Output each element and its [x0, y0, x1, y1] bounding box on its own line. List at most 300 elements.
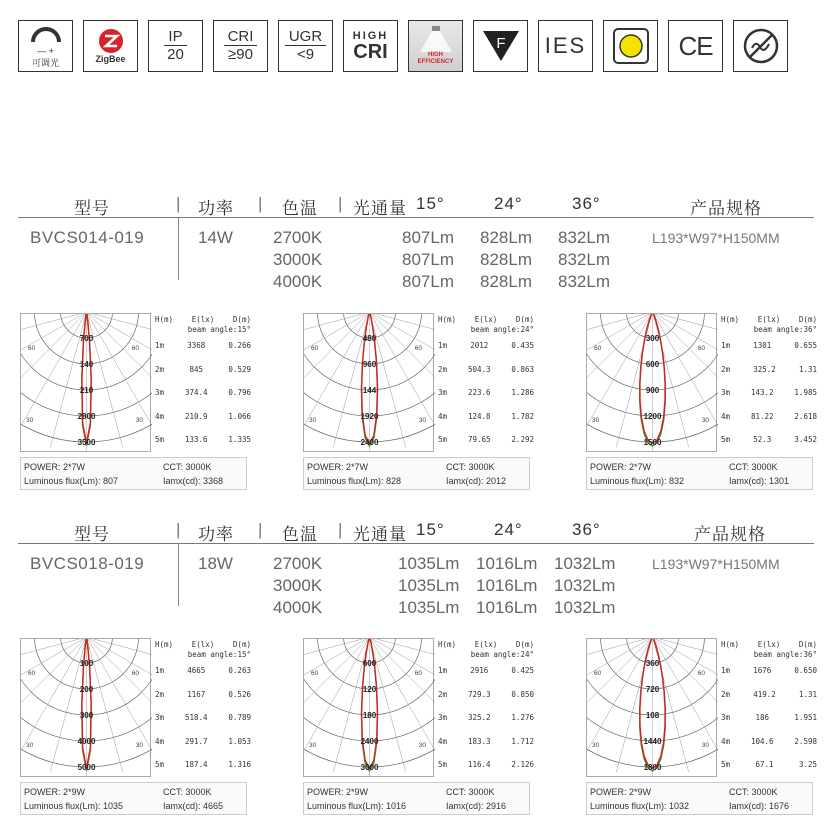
dimmable-arc-icon [29, 24, 63, 46]
table-row [155, 753, 251, 777]
high-efficiency-label: HIGH EFFICIENCY [417, 52, 454, 65]
dimmable-label: 可调光 [31, 57, 59, 68]
table-cell: 0.863 [511, 364, 534, 374]
table-cell: 5m [438, 435, 448, 445]
info-flux: Luminous flux(Lm): 1035 [24, 801, 124, 811]
cri-value: ≥90 [228, 45, 253, 63]
table-head [438, 640, 534, 649]
header-angle-15: 15° [416, 520, 445, 539]
lumen-24: 1016Lm [476, 554, 538, 573]
info-power: POWER: 2*9W [307, 787, 369, 797]
table-cell: 1301 [753, 341, 772, 351]
table-cell: 2.598 [794, 736, 817, 746]
table-head-cell: E(lx) [757, 640, 781, 649]
table-row [438, 381, 534, 405]
info-cct: CCT: 3000K [729, 462, 778, 472]
table-cell: 3m [438, 713, 448, 723]
header-flux: 光通量 [353, 525, 407, 544]
header-angle-24: 24° [494, 520, 523, 539]
header-model: 型号 [74, 199, 110, 218]
lumen-36: 1032Lm [554, 554, 616, 573]
header-separator: | [258, 520, 264, 539]
cct-value: 4000K [273, 272, 323, 291]
info-flux: Luminous flux(Lm): 1016 [307, 801, 407, 811]
table-row [155, 381, 251, 405]
table-cell: 2m [438, 689, 448, 699]
header-separator: | [338, 194, 344, 213]
cct-value: 3000K [273, 576, 323, 595]
table-cell: 1m [155, 341, 165, 351]
info-iamx: Iamx(cd): 2916 [446, 801, 507, 811]
beam-angle: beam angle:24° [470, 325, 534, 334]
table-cell: 1.31 [798, 364, 817, 374]
header-flux: 光通量 [353, 199, 407, 218]
info-iamx: Iamx(cd): 4665 [163, 801, 224, 811]
ring-label: 100 [79, 659, 94, 668]
angle-label: 60 [594, 345, 602, 352]
lumen-15: 1035Lm [398, 598, 460, 617]
header-angle-24: 24° [494, 194, 523, 213]
header-angle-36: 36° [572, 194, 601, 213]
table-cell: 4m [155, 411, 165, 421]
table-row [438, 753, 534, 777]
table-cell: 5m [155, 435, 165, 445]
table-cell: 1m [438, 666, 448, 676]
ring-label: 1200 [643, 412, 662, 421]
table-cell: 3m [155, 388, 165, 398]
angle-label: 30 [701, 742, 709, 749]
cct-value: 2700K [273, 554, 323, 573]
table-head-cell: E(lx) [757, 315, 781, 324]
table-cell: 1.712 [511, 736, 534, 746]
polar-chart-svg [587, 639, 718, 778]
illuminance-table [155, 315, 251, 452]
ring-label: 2400 [360, 737, 379, 746]
table-row [721, 706, 817, 730]
high-cri-icon [343, 20, 398, 72]
angle-label: 30 [135, 417, 143, 424]
table-head [721, 315, 817, 324]
table-cell: 67.1 [755, 760, 774, 770]
lumen-15: 807Lm [402, 272, 454, 291]
photometric-card [20, 638, 251, 818]
table-cell: 518.4 [184, 713, 208, 723]
polar-chart-svg [304, 639, 435, 778]
spec-rows-2 [18, 544, 814, 617]
size-value: L193*W97*H150MM [652, 230, 780, 246]
ring-label: 5000 [77, 763, 96, 772]
table-cell: 0.796 [228, 388, 251, 398]
table-head-cell: D(m) [798, 315, 817, 324]
table-row [721, 405, 817, 429]
header-size: 产品规格 [694, 525, 766, 544]
column-divider [178, 544, 179, 606]
table-cell: 2.126 [511, 760, 534, 770]
lumen-24: 828Lm [480, 228, 532, 247]
table-cell: 1.276 [511, 713, 534, 723]
ce-icon [668, 20, 723, 72]
no-flicker-graphic [742, 27, 780, 65]
table-head-cell: E(lx) [474, 315, 498, 324]
info-iamx: Iamx(cd): 3368 [163, 476, 224, 486]
table-cell: 2012 [470, 341, 489, 351]
table-cell: 1m [721, 341, 731, 351]
table-cell: 210.9 [184, 411, 208, 421]
card-info-box [20, 457, 247, 490]
card-info-box [20, 782, 247, 815]
cct-value: 4000K [273, 598, 323, 617]
table-cell: 374.4 [184, 388, 208, 398]
lumen-15: 1035Lm [398, 576, 460, 595]
polar-chart-svg [304, 314, 435, 453]
table-head-cell: H(m) [155, 315, 174, 324]
table-head-cell: D(m) [515, 315, 534, 324]
info-power: POWER: 2*7W [590, 462, 652, 472]
header-cct: 色温 [282, 199, 318, 218]
beam-angle: beam angle:15° [187, 325, 251, 334]
cri-icon [213, 20, 268, 72]
table-cell: 104.6 [750, 736, 774, 746]
cob-chip-graphic [611, 26, 651, 66]
table-head-cell: H(m) [721, 315, 740, 324]
table-cell: 0.529 [228, 364, 251, 374]
cri-label: CRI [224, 29, 258, 46]
beam-angle: beam angle:36° [753, 650, 817, 659]
polar-diagram [586, 638, 717, 777]
info-power: POWER: 2*9W [590, 787, 652, 797]
table-cell: 2m [438, 364, 448, 374]
polar-diagram [303, 313, 434, 452]
table-row [438, 358, 534, 382]
table-head-cell: H(m) [721, 640, 740, 649]
spec-header-1 [18, 190, 814, 218]
angle-label: 30 [26, 742, 34, 749]
table-row [721, 659, 817, 683]
table-cell: 4m [721, 736, 731, 746]
table-cell: 1.31 [798, 689, 817, 699]
angle-label: 60 [131, 345, 139, 352]
lumen-36: 1032Lm [554, 576, 616, 595]
table-cell: 419.2 [753, 689, 776, 699]
dimmable-icon [18, 20, 73, 72]
ring-label: 140 [79, 360, 94, 369]
size-value: L193*W97*H150MM [652, 556, 780, 572]
ring-label: 600 [362, 659, 377, 668]
angle-label: 30 [592, 742, 600, 749]
illuminance-table [438, 315, 534, 452]
table-cell: 3368 [187, 341, 206, 351]
header-separator: | [176, 194, 182, 213]
info-flux: Luminous flux(Lm): 1032 [590, 801, 690, 811]
table-row [438, 428, 534, 452]
table-cell: 325.2 [753, 364, 776, 374]
ring-label: 200 [79, 685, 94, 694]
ring-label: 480 [362, 334, 377, 343]
angle-label: 30 [701, 417, 709, 424]
ring-label: 300 [645, 334, 660, 343]
ring-label: 1500 [643, 438, 662, 447]
table-cell: 1.316 [228, 760, 251, 770]
ring-label: 4000 [77, 737, 96, 746]
angle-label: 60 [594, 670, 602, 677]
table-cell: 5m [721, 435, 731, 445]
angle-label: 60 [414, 345, 422, 352]
ring-label: 960 [362, 360, 377, 369]
table-row [438, 683, 534, 707]
table-head-cell: D(m) [232, 640, 251, 649]
lumen-36: 832Lm [558, 228, 610, 247]
header-cct: 色温 [282, 525, 318, 544]
header-power: 功率 [198, 525, 234, 544]
ring-label: 720 [645, 685, 660, 694]
angle-label: 30 [26, 417, 34, 424]
model-number: BVCS014-019 [30, 228, 145, 247]
info-flux: Luminous flux(Lm): 832 [590, 476, 685, 486]
ring-label: 360 [645, 659, 660, 668]
angle-label: 60 [311, 670, 319, 677]
lumen-36: 1032Lm [554, 598, 616, 617]
table-cell: 1.335 [228, 435, 251, 445]
header-model: 型号 [74, 525, 110, 544]
light-beam-icon [416, 26, 456, 52]
table-cell: 5m [438, 760, 448, 770]
table-cell: 187.4 [184, 760, 208, 770]
table-row [721, 334, 817, 358]
ring-label: 120 [362, 685, 377, 694]
ring-label: 300 [79, 711, 94, 720]
info-iamx: Iamx(cd): 2012 [446, 476, 507, 486]
table-cell: 124.8 [467, 411, 491, 421]
polar-diagram [586, 313, 717, 452]
angle-label: 60 [311, 345, 319, 352]
angle-label: 60 [697, 670, 705, 677]
table-cell: 4m [155, 736, 165, 746]
power-value: 14W [198, 228, 233, 247]
info-power: POWER: 2*9W [24, 787, 86, 797]
table-cell: 186 [755, 713, 769, 723]
angle-label: 30 [418, 742, 426, 749]
table-cell: 325.2 [467, 713, 491, 723]
table-row [438, 405, 534, 429]
table-cell: 143.2 [750, 388, 774, 398]
illuminance-table [721, 315, 817, 452]
polar-chart-svg [587, 314, 718, 453]
photometric-card [20, 313, 251, 493]
high-cri-bottom: CRI [353, 41, 388, 63]
ring-label: 1800 [643, 763, 662, 772]
no-flicker-icon [733, 20, 788, 72]
cob-chip-icon [603, 20, 658, 72]
table-cell: 4665 [187, 666, 206, 676]
table-head-cell: D(m) [232, 315, 251, 324]
table-row [438, 334, 534, 358]
table-row [155, 334, 251, 358]
table-cell: 116.4 [467, 760, 491, 770]
zigbee-label: ZigBee [95, 54, 126, 64]
info-power: POWER: 2*7W [24, 462, 86, 472]
table-cell: 5m [721, 760, 731, 770]
table-cell: 4m [438, 736, 448, 746]
table-cell: 1.951 [794, 713, 817, 723]
info-cct: CCT: 3000K [446, 462, 495, 472]
angle-label: 60 [131, 670, 139, 677]
table-head [155, 315, 251, 324]
ring-label: 1440 [643, 737, 662, 746]
table-cell: 0.789 [228, 713, 251, 723]
info-flux: Luminous flux(Lm): 828 [307, 476, 402, 486]
table-cell: 2m [721, 689, 731, 699]
header-separator: | [176, 520, 182, 539]
table-row [721, 428, 817, 452]
table-cell: 291.7 [184, 736, 208, 746]
table-head-cell: H(m) [438, 315, 457, 324]
table-row [438, 730, 534, 754]
model-number: BVCS018-019 [30, 554, 145, 573]
high-efficiency-icon [408, 20, 463, 72]
ugr-label: UGR [285, 29, 326, 46]
table-cell: 3m [721, 713, 731, 723]
ies-label: IES [544, 33, 587, 58]
table-head-cell: D(m) [798, 640, 817, 649]
spec-table-2 [18, 516, 814, 617]
ring-label: 180 [362, 711, 377, 720]
ugr-icon [278, 20, 333, 72]
table-cell: 845 [189, 364, 203, 374]
angle-label: 30 [135, 742, 143, 749]
table-cell: 3m [438, 388, 448, 398]
column-divider [178, 218, 179, 280]
lumen-24: 828Lm [480, 272, 532, 291]
table-cell: 504.3 [467, 364, 491, 374]
table-cell: 5m [155, 760, 165, 770]
table-row [721, 753, 817, 777]
card-info-box [586, 782, 813, 815]
table-cell: 729.3 [467, 689, 491, 699]
table-cell: 1676 [753, 666, 772, 676]
table-cell: 0.435 [511, 341, 534, 351]
ugr-value: <9 [296, 45, 315, 63]
header-size: 产品规格 [690, 199, 762, 218]
photometric-card [303, 313, 534, 493]
info-cct: CCT: 3000K [729, 787, 778, 797]
table-cell: 1.985 [794, 388, 817, 398]
info-cct: CCT: 3000K [163, 462, 212, 472]
table-head-cell: E(lx) [191, 640, 215, 649]
table-cell: 2.292 [511, 435, 534, 445]
angle-label: 30 [592, 417, 600, 424]
angle-label: 60 [28, 670, 36, 677]
table-cell: 2916 [470, 666, 489, 676]
table-row [721, 381, 817, 405]
table-cell: 1m [155, 666, 165, 676]
table-head-cell: E(lx) [191, 315, 215, 324]
ip-value: 20 [167, 45, 184, 63]
table-cell: 2.618 [794, 411, 817, 421]
certification-icon-row [18, 20, 788, 72]
zigbee-icon [83, 20, 138, 72]
header-separator: | [338, 520, 344, 539]
beam-angle: beam angle:24° [470, 650, 534, 659]
table-row [155, 706, 251, 730]
table-row [155, 428, 251, 452]
card-info-box [303, 457, 530, 490]
illuminance-table [438, 640, 534, 777]
lumen-15: 807Lm [402, 250, 454, 269]
table-head-cell: H(m) [155, 640, 174, 649]
high-cri-top: HIGH [352, 30, 389, 42]
header-angle-36: 36° [572, 520, 601, 539]
table-head-cell: H(m) [438, 640, 457, 649]
dimmable-sub: — + [37, 45, 54, 56]
angle-label: 60 [414, 670, 422, 677]
ring-label: 600 [645, 360, 660, 369]
table-row [721, 730, 817, 754]
table-cell: 0.266 [228, 341, 251, 351]
ring-label: 1920 [360, 412, 379, 421]
table-row [155, 659, 251, 683]
table-row [155, 358, 251, 382]
table-cell: 0.526 [228, 689, 251, 699]
table-cell: 3.25 [798, 760, 817, 770]
table-cell: 52.3 [753, 435, 772, 445]
ring-label: 108 [645, 711, 660, 720]
ip-label: IP [164, 29, 186, 46]
cct-value: 2700K [273, 228, 323, 247]
table-cell: 2m [721, 364, 731, 374]
table-cell: 79.65 [467, 435, 491, 445]
table-cell: 4m [438, 411, 448, 421]
table-row [155, 683, 251, 707]
angle-label: 30 [418, 417, 426, 424]
table-row [155, 405, 251, 429]
info-iamx: Iamx(cd): 1676 [729, 801, 790, 811]
ring-label: 210 [79, 386, 94, 395]
table-row [438, 706, 534, 730]
f-mark-icon [473, 20, 528, 72]
ies-icon [538, 20, 593, 72]
info-power: POWER: 2*7W [307, 462, 369, 472]
table-cell: 4m [721, 411, 731, 421]
table-cell: 1m [438, 341, 448, 351]
table-cell: 3.452 [794, 435, 817, 445]
zigbee-logo-icon [98, 28, 124, 54]
table-cell: 183.3 [467, 736, 491, 746]
cct-value: 3000K [273, 250, 323, 269]
spec-table-1 [18, 190, 814, 291]
lumen-15: 807Lm [402, 228, 454, 247]
ring-label: 2800 [77, 412, 96, 421]
table-cell: 1.782 [511, 411, 534, 421]
table-cell: 0.655 [794, 341, 817, 351]
angle-label: 30 [309, 742, 317, 749]
illuminance-table [155, 640, 251, 777]
photometric-card [303, 638, 534, 818]
info-cct: CCT: 3000K [446, 787, 495, 797]
photometric-card [586, 313, 817, 493]
table-head [438, 315, 534, 324]
table-head-cell: D(m) [515, 640, 534, 649]
polar-diagram [20, 638, 151, 777]
table-cell: 0.850 [511, 689, 534, 699]
ce-label: CE [678, 30, 713, 61]
table-row [438, 659, 534, 683]
table-row [721, 358, 817, 382]
angle-label: 60 [697, 345, 705, 352]
table-row [721, 683, 817, 707]
ring-label: 2400 [360, 438, 379, 447]
polar-diagram [20, 313, 151, 452]
info-iamx: Iamx(cd): 1301 [729, 476, 790, 486]
